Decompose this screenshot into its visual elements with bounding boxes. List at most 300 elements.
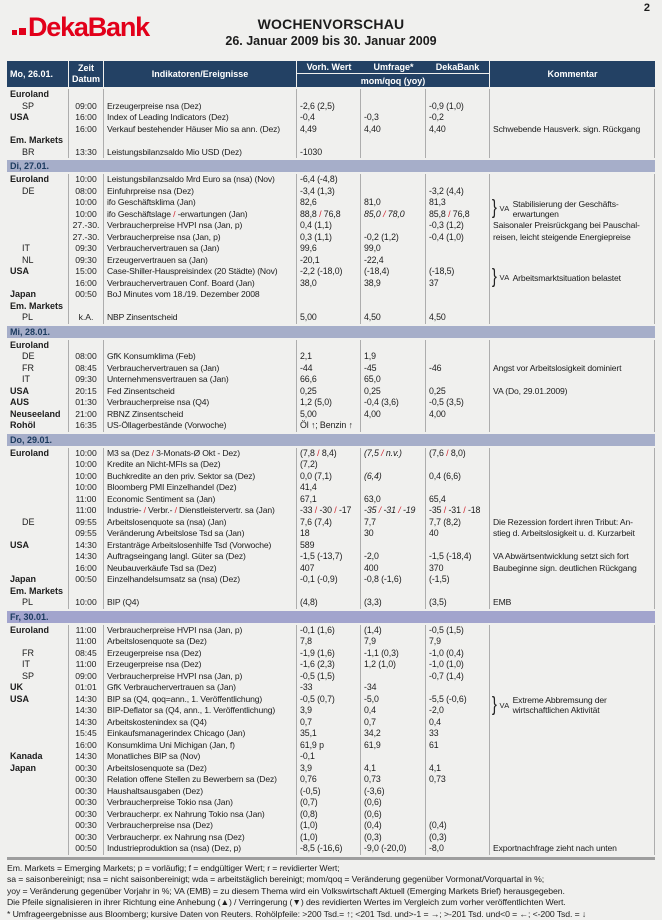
cell-time [69,135,104,147]
cell-indicator [104,586,297,598]
cell-time: 09:55 [69,517,104,529]
cell-comment [490,197,655,219]
cell-dekabank-value [426,482,490,494]
col-time-line1: Zeit [77,63,94,73]
cell-region [7,459,69,471]
cell-survey-value: 0,25 [361,386,426,398]
cell-prev-value: 0,0 (7,1) [297,471,361,483]
cell-region [7,740,69,752]
cell-time: 09:30 [69,374,104,386]
cell-comment [490,459,655,471]
cell-survey-value: -35 / -31 / -19 [361,505,426,517]
cell-dekabank-value: -3,2 (4,4) [426,186,490,198]
cell-survey-value [361,459,426,471]
cell-dekabank-value [426,797,490,809]
cell-comment [490,135,655,147]
cell-time: 09:30 [69,255,104,267]
cell-region [7,482,69,494]
cell-dekabank-value [426,243,490,255]
cell-time: 09:00 [69,101,104,113]
cell-dekabank-value: 7,9 [426,636,490,648]
cell-comment [490,89,655,101]
cell-indicator: Veränderung Arbeitslose Tsd sa (Jan) [104,528,297,540]
cell-survey-value: (3,3) [361,597,426,609]
cell-survey-value [361,482,426,494]
cell-prev-value: (1,0) [297,820,361,832]
cell-prev-value: -0,1 (-0,9) [297,574,361,586]
cell-survey-value: (7,5 / n.v.) [361,448,426,460]
cell-time: 10:00 [69,197,104,209]
cell-indicator: Unternehmensvertrauen sa (Jan) [104,374,297,386]
cell-comment [490,740,655,752]
cell-dekabank-value [426,682,490,694]
cell-time: 08:00 [69,186,104,198]
cell-comment: VA (Do, 29.01.2009) [490,386,655,398]
cell-time: 27.-30. [69,232,104,244]
cell-indicator: Einfuhrpreise nsa (Dez) [104,186,297,198]
cell-time: 16:35 [69,420,104,432]
cell-region: IT [7,243,69,255]
table-row [7,648,655,660]
cell-prev-value: 5,00 [297,409,361,421]
cell-survey-value: 4,00 [361,409,426,421]
cell-indicator: Leistungsbilanzsaldo Mio USD (Dez) [104,147,297,159]
cell-indicator: RBNZ Zinsentscheid [104,409,297,421]
cell-region: Japan [7,574,69,586]
cell-prev-value: (7,8 / 8,4) [297,448,361,460]
cell-survey-value: 7,7 [361,517,426,529]
col-day: Mo, 26.01. [7,61,69,87]
logo-mark-icon [12,28,26,35]
cell-dekabank-value [426,135,490,147]
footnotes [7,863,655,920]
table-row [7,312,655,324]
cell-dekabank-value: 0,4 (6,6) [426,471,490,483]
cell-time: 14:30 [69,705,104,717]
col-prev-value: Vorh. Wert [297,61,361,74]
table-row [7,351,655,363]
cell-comment [490,243,655,255]
cell-comment [490,301,655,313]
cell-survey-value [361,301,426,313]
cell-region: USA [7,694,69,706]
cell-comment [490,763,655,775]
cell-indicator: Verbraucherpreise Tokio nsa (Jan) [104,797,297,809]
cell-dekabank-value: -0,5 (3,5) [426,397,490,409]
table-row [7,728,655,740]
cell-region [7,278,69,290]
table-row [7,774,655,786]
cell-prev-value: 18 [297,528,361,540]
cell-comment [490,471,655,483]
cell-comment: EMB [490,597,655,609]
cell-indicator: BIP sa (Q4, qoq=ann., 1. Veröffentlichung) [104,694,297,706]
table-row [7,409,655,421]
va-label: VA [499,700,510,710]
cell-dekabank-value: 370 [426,563,490,575]
cell-time: 09:30 [69,243,104,255]
cell-comment [490,340,655,352]
page-header [0,0,662,61]
cell-region: AUS [7,397,69,409]
cell-dekabank-value: -35 / -31 / -18 [426,505,490,517]
cell-survey-value: 1,2 (1,0) [361,659,426,671]
cell-indicator: Verkauf bestehender Häuser Mio sa ann. (Dez) [104,124,297,136]
day-separator: Di, 27.01. [7,160,655,172]
cell-time: 10:00 [69,174,104,186]
footnote-line: sa = saisonbereinigt; nsa = nicht saisonbereinigt; wda = arbeitstäglich bereinigt; mom/qoq = Veränderung gegenüber Vormonat/Vorquartal in %; [7,874,545,885]
cell-prev-value: 7,8 [297,636,361,648]
cell-region [7,563,69,575]
cell-region [7,797,69,809]
cell-prev-value: 3,9 [297,705,361,717]
cell-survey-value [361,586,426,598]
cell-prev-value: -0,5 (0,7) [297,694,361,706]
cell-survey-value: -22,4 [361,255,426,267]
cell-region: UK [7,682,69,694]
cell-comment: Exportnachfrage zieht nach unten [490,843,655,855]
cell-survey-value: 85,0 / 78,0 [361,209,426,221]
cell-region [7,232,69,244]
cell-indicator [104,135,297,147]
cell-time: 15:00 [69,266,104,278]
cell-dekabank-value [426,301,490,313]
table-row [7,763,655,775]
table-row [7,340,655,352]
cell-prev-value: -8,5 (-16,6) [297,843,361,855]
cell-region: USA [7,112,69,124]
cell-region: SP [7,671,69,683]
cell-region [7,786,69,798]
cell-time: 11:00 [69,505,104,517]
cell-dekabank-value: -46 [426,363,490,375]
cell-time: 14:30 [69,751,104,763]
cell-comment [490,505,655,517]
table-row [7,374,655,386]
cell-comment [490,101,655,113]
cell-comment [490,751,655,763]
cell-dekabank-value: 33 [426,728,490,740]
cell-region: Euroland [7,89,69,101]
cell-comment [490,540,655,552]
cell-dekabank-value [426,459,490,471]
table-row [7,809,655,821]
cell-prev-value: (0,7) [297,797,361,809]
cell-prev-value: 66,6 [297,374,361,386]
cell-prev-value: 67,1 [297,494,361,506]
cell-survey-value: (1,4) [361,625,426,637]
cell-indicator: BIP (Q4) [104,597,297,609]
table-row [7,797,655,809]
cell-prev-value: 0,4 (1,1) [297,220,361,232]
cell-comment [490,147,655,159]
cell-prev-value: 82,6 [297,197,361,209]
cell-time: 13:30 [69,147,104,159]
cell-indicator: Industrie- / Verbr.- / Dienstleistervertr. sa (Jan) [104,505,297,517]
cell-prev-value: (-0,5) [297,786,361,798]
table-row [7,505,655,517]
cell-region [7,636,69,648]
table-row [7,255,655,267]
cell-survey-value: (-18,4) [361,266,426,278]
cell-time: 00:30 [69,763,104,775]
cell-dekabank-value [426,89,490,101]
cell-region [7,820,69,832]
cell-time: 11:00 [69,636,104,648]
cell-survey-value: 99,0 [361,243,426,255]
cell-prev-value [297,135,361,147]
cell-comment [490,797,655,809]
cell-time: 00:30 [69,786,104,798]
cell-dekabank-value: 4,50 [426,312,490,324]
table-row [7,636,655,648]
table-row [7,420,655,432]
va-annotation [491,266,621,289]
cell-region [7,774,69,786]
va-comment-text: Stabilisierung der Geschäfts- erwartungen [512,198,619,219]
cell-prev-value: -2,2 (-18,0) [297,266,361,278]
col-time-line2: Datum [71,74,100,84]
cell-dekabank-value: 61 [426,740,490,752]
cell-time: 10:00 [69,482,104,494]
cell-prev-value: 3,9 [297,763,361,775]
table-row [7,471,655,483]
cell-time: 14:30 [69,694,104,706]
cell-time [69,89,104,101]
cell-region [7,832,69,844]
cell-time: 00:50 [69,574,104,586]
cell-prev-value: -44 [297,363,361,375]
cell-time: 08:45 [69,648,104,660]
cell-region: Japan [7,763,69,775]
footnote-line: Die Pfeile signalisieren in ihrer Richtung eine Anhebung (▲) / Verringerung (▼) des revidierten Wertes im Vergleich zum vorher veröffentlichten Wert. [7,897,566,908]
cell-time: 00:30 [69,832,104,844]
cell-indicator: M3 sa (Dez / 3-Monats-Ø Okt - Dez) [104,448,297,460]
cell-indicator: Auftragseingang langl. Güter sa (Dez) [104,551,297,563]
page-subtitle: 26. Januar 2009 bis 30. Januar 2009 [225,34,437,48]
cell-dekabank-value: -0,5 (1,5) [426,625,490,637]
cell-indicator: Verbrauchervertrauen sa (Jan) [104,363,297,375]
cell-survey-value: -0,3 [361,112,426,124]
cell-survey-value: 81,0 [361,197,426,209]
cell-indicator: Bloomberg PMI Einzelhandel (Dez) [104,482,297,494]
va-comment-text: Arbeitsmarktsituation belastet [512,272,621,283]
cell-indicator: Verbrauchervertrauen sa (Jan) [104,243,297,255]
cell-dekabank-value: -1,0 (0,4) [426,648,490,660]
cell-indicator: Erzeugerpreise nsa (Dez) [104,648,297,660]
cell-dekabank-value: 85,8 / 76,8 [426,209,490,221]
cell-comment [490,820,655,832]
cell-dekabank-value: (0,3) [426,832,490,844]
cell-survey-value: 30 [361,528,426,540]
cell-comment: Angst vor Arbeitslosigkeit dominiert [490,363,655,375]
cell-dekabank-value: 4,1 [426,763,490,775]
cell-time: 10:00 [69,209,104,221]
cell-prev-value [297,89,361,101]
col-subheader-momqoq: mom/qoq (yoy) [297,74,490,87]
cell-region: USA [7,266,69,278]
cell-comment [490,728,655,740]
cell-region [7,717,69,729]
cell-survey-value [361,289,426,301]
cell-comment [490,312,655,324]
cell-indicator: Erstanträge Arbeitslosenhilfe Tsd (Vorwoche) [104,540,297,552]
cell-region: Japan [7,289,69,301]
cell-prev-value: -33 / -30 / -17 [297,505,361,517]
table-row [7,386,655,398]
title-block [225,16,436,48]
cell-comment [490,266,655,288]
cell-comment [490,682,655,694]
cell-dekabank-value: -0,3 (1,2) [426,220,490,232]
cell-dekabank-value [426,340,490,352]
table-row [7,186,655,198]
cell-dekabank-value [426,289,490,301]
cell-prev-value: 589 [297,540,361,552]
table-row [7,832,655,844]
cell-comment: Baubeginne sign. deutlichen Rückgang [490,563,655,575]
logo-text: DekaBank [28,12,149,42]
cell-comment [490,186,655,198]
cell-dekabank-value: (-1,5) [426,574,490,586]
cell-indicator [104,89,297,101]
weekly-calendar-table [7,61,655,855]
cell-comment [490,448,655,460]
cell-indicator: Kredite an Nicht-MFIs sa (Dez) [104,459,297,471]
cell-region: NL [7,255,69,267]
cell-survey-value [361,751,426,763]
cell-comment [490,112,655,124]
cell-survey-value: 4,50 [361,312,426,324]
cell-dekabank-value: 65,4 [426,494,490,506]
cell-indicator: Haushaltsausgaben (Dez) [104,786,297,798]
cell-comment [490,671,655,683]
cell-comment [490,409,655,421]
cell-indicator: ifo Geschäftslage / -erwartungen (Jan) [104,209,297,221]
va-annotation [491,694,607,717]
cell-region: PL [7,597,69,609]
cell-prev-value: 61,9 p [297,740,361,752]
cell-comment [490,494,655,506]
cell-comment: reisen, leicht steigende Energiepreise [490,232,655,244]
cell-survey-value: -2,0 [361,551,426,563]
va-comment-text: Extreme Abbremsung der wirtschaftlichen Aktivität [512,695,607,715]
cell-dekabank-value: -0,4 (1,0) [426,232,490,244]
cell-time: 00:30 [69,809,104,821]
cell-prev-value: (4,8) [297,597,361,609]
cell-region: USA [7,540,69,552]
cell-prev-value: Öl ↑; Benzin ↑ [297,420,361,432]
cell-survey-value: 65,0 [361,374,426,386]
cell-comment [490,482,655,494]
cell-prev-value: -0,1 [297,751,361,763]
cell-indicator: BoJ Minutes vom 18./19. Dezember 2008 [104,289,297,301]
cell-indicator: BIP-Deflator sa (Q4, ann., 1. Veröffentlichung) [104,705,297,717]
cell-prev-value: 99,6 [297,243,361,255]
cell-indicator: GfK Verbrauchervertrauen sa (Jan) [104,682,297,694]
cell-survey-value: 4,1 [361,763,426,775]
cell-dekabank-value [426,420,490,432]
dekabank-logo [12,14,149,40]
cell-time: 14:30 [69,717,104,729]
page-title: WOCHENVORSCHAU [257,16,405,32]
cell-indicator: Einzelhandelsumsatz sa (nsa) (Dez) [104,574,297,586]
cell-dekabank-value [426,586,490,598]
cell-indicator: Fed Zinsentscheid [104,386,297,398]
cell-dekabank-value: -0,9 (1,0) [426,101,490,113]
cell-indicator: Index of Leading Indicators (Dez) [104,112,297,124]
day-separator: Do, 29.01. [7,434,655,446]
cell-dekabank-value: -2,0 [426,705,490,717]
cell-time: 20:15 [69,386,104,398]
cell-region: Em. Markets [7,301,69,313]
cell-prev-value: 2,1 [297,351,361,363]
cell-region: IT [7,659,69,671]
brace-icon: } [491,266,497,288]
cell-indicator: Einkaufsmanagerindex Chicago (Jan) [104,728,297,740]
cell-indicator: Erzeugerpreise nsa (Dez) [104,659,297,671]
cell-prev-value: -3,4 (1,3) [297,186,361,198]
table-row [7,574,655,586]
cell-indicator: Konsumklima Uni Michigan (Jan, f) [104,740,297,752]
table-row [7,597,655,609]
cell-region [7,471,69,483]
cell-dekabank-value: -8,0 [426,843,490,855]
cell-prev-value: -0,4 [297,112,361,124]
cell-region: DE [7,517,69,529]
cell-prev-value: -0,1 (1,6) [297,625,361,637]
cell-survey-value: -34 [361,682,426,694]
cell-region [7,494,69,506]
cell-indicator: Erzeugerpreise nsa (Dez) [104,101,297,113]
cell-indicator: US-Öllagerbestände (Vorwoche) [104,420,297,432]
table-row [7,717,655,729]
cell-survey-value: 0,4 [361,705,426,717]
cell-comment [490,574,655,586]
cell-prev-value [297,301,361,313]
cell-comment [490,625,655,637]
cell-region: BR [7,147,69,159]
cell-survey-value [361,540,426,552]
cell-survey-value: 61,9 [361,740,426,752]
cell-region: Kanada [7,751,69,763]
table-header [7,61,655,87]
table-row [7,843,655,855]
cell-prev-value: 35,1 [297,728,361,740]
cell-dekabank-value: (-18,5) [426,266,490,278]
cell-prev-value: 407 [297,563,361,575]
cell-time: k.A. [69,312,104,324]
cell-comment [490,174,655,186]
cell-region [7,209,69,221]
page-number: 2 [643,2,650,14]
table-row [7,563,655,575]
va-annotation [491,197,619,220]
cell-comment [490,420,655,432]
cell-comment [490,786,655,798]
col-dekabank: DekaBank [426,61,490,74]
cell-dekabank-value: 0,25 [426,386,490,398]
table-row [7,363,655,375]
cell-survey-value [361,671,426,683]
cell-dekabank-value: 0,73 [426,774,490,786]
va-label: VA [499,204,510,214]
table-row [7,147,655,159]
cell-region [7,197,69,209]
cell-survey-value: 0,73 [361,774,426,786]
table-row [7,289,655,301]
cell-dekabank-value: 37 [426,278,490,290]
